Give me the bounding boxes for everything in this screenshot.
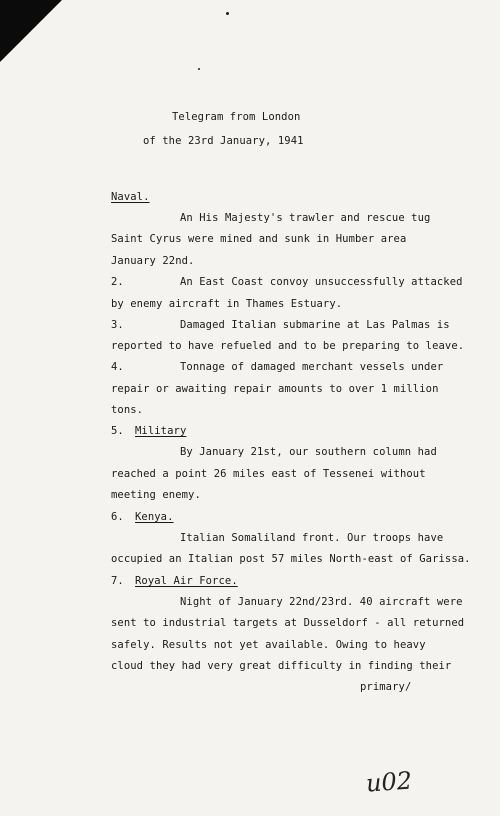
military-line1: By January 21st, our southern column had: [180, 446, 437, 458]
item-number: 2.: [111, 276, 124, 288]
naval-p4-line3: tons.: [111, 404, 144, 416]
kenya-line1: Italian Somaliland front. Our troops have: [180, 532, 444, 544]
scan-corner-shadow: [0, 0, 62, 62]
catchword: primary/: [360, 681, 412, 693]
raf-line3: safely. Results not yet available. Owing to heavy: [111, 639, 426, 651]
item-number: 6.: [111, 511, 124, 523]
section-heading-naval: Naval.: [111, 191, 150, 203]
military-line2: reached a point 26 miles east of Tessenei without: [111, 468, 426, 480]
paper-speck: [226, 12, 229, 15]
naval-p4-line2: repair or awaiting repair amounts to over 1 million: [111, 383, 439, 395]
kenya-line2: occupied an Italian post 57 miles North-east of Garissa.: [111, 553, 471, 565]
raf-line2: sent to industrial targets at Dusseldorf - all returned: [111, 617, 465, 629]
naval-p1-line3: January 22nd.: [111, 255, 195, 267]
naval-p3-line1: Damaged Italian submarine at Las Palmas is: [180, 319, 450, 331]
item-number: 7.: [111, 575, 124, 587]
item-number: 3.: [111, 319, 124, 331]
raf-line4: cloud they had very great difficulty in finding their: [111, 660, 452, 672]
item-number: 4.: [111, 361, 124, 373]
raf-line1: Night of January 22nd/23rd. 40 aircraft were: [180, 596, 463, 608]
section-heading-raf: Royal Air Force.: [135, 575, 238, 587]
telegram-date: of the 23rd January, 1941: [143, 135, 304, 147]
section-heading-military: Military: [135, 425, 187, 437]
naval-p1-line1: An His Majesty's trawler and rescue tug: [180, 212, 431, 224]
naval-p3-line2: reported to have refueled and to be preparing to leave.: [111, 340, 465, 352]
item-number: 5.: [111, 425, 124, 437]
naval-p2-line2: by enemy aircraft in Thames Estuary.: [111, 298, 343, 310]
military-line3: meeting enemy.: [111, 489, 201, 501]
paper-speck: [198, 68, 200, 70]
naval-p1-line2: Saint Cyrus were mined and sunk in Humber area: [111, 233, 407, 245]
telegram-title: Telegram from London: [172, 111, 301, 123]
section-heading-kenya: Kenya.: [135, 511, 174, 523]
naval-p4-line1: Tonnage of damaged merchant vessels under: [180, 361, 444, 373]
handwritten-page-mark: u02: [365, 766, 413, 798]
naval-p2-line1: An East Coast convoy unsuccessfully attacked: [180, 276, 463, 288]
